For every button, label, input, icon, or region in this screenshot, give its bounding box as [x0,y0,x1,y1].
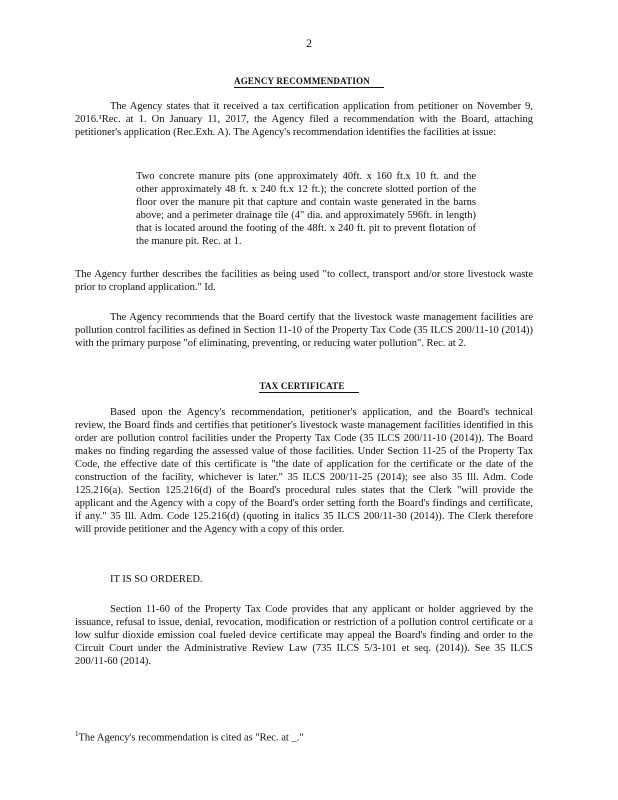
block-quote-facilities: Two concrete manure pits (one approximately 40ft. x 160 ft.x 10 ft. and the other approximately 48 ft. x 240 ft.x 12 ft.); the concrete slotted portion of the floor over the manure pit that capture and contain waste generated in the barns above; and a perimeter drainage tile (4" dia. and approximately 596ft. in length) that is located around the footing of the 48ft. x 240 ft. pit to prevent flotation of the manure pit. Rec. at 1. [136,171,476,247]
heading-tax-text: TAX CERTIFICATE [259,381,358,393]
footnote-text: The Agency's recommendation is cited as "Rec. at _." [78,732,304,744]
page-number: 2 [306,36,312,50]
footnote-marker: 1 [75,730,79,738]
paragraph-appeal-rights: Section 11-60 of the Property Tax Code provides that any applicant or holder aggrieved by the issuance, refusal to issue, denial, revocation, modification or restriction of a pollution control certificate or a low sulfur dioxide emission coal fueled device certificate may appeal the Board's finding and order to the Circuit Court under the Administrative Review Law (735 ILCS 5/3-101 et seq. (2014)). See 35 ILCS 200/11-60 (2014). [75,604,533,667]
paragraph-agency-received: The Agency states that it received a tax certification application from petitioner on November 9, 2016.¹Rec. at 1. On January 11, 2017, the Agency filed a recommendation with the Board, attaching petitioner's application (Rec.Exh. A). The Agency's recommendation identifies the facilities at issue: [75,101,533,138]
paragraph-agency-recommends: The Agency recommends that the Board certify that the livestock waste management facilities are pollution control facilities as defined in Section 11-10 of the Property Tax Code (35 ILCS 200/11-10 (2014)) with the primary purpose "of eliminating, preventing, or reducing water pollution". Rec. at 2. [75,312,533,349]
so-ordered: IT IS SO ORDERED. [110,574,203,585]
heading-tax-certificate [0,381,618,391]
paragraph-agency-describes: The Agency further describes the facilities as being used "to collect, transport and/or store livestock waste prior to cropland application." Id. [75,269,533,293]
paragraph-board-certifies: Based upon the Agency's recommendation, petitioner's application, and the Board's technical review, the Board finds and certifies that petitioner's livestock waste management facilities identified in this order are pollution control facilities under the Property Tax Code (35 ILCS 200/11-10 (2014)). The Board makes no finding regarding the assessed value of those facilities. Under Section 11-25 of the Property Tax Code, the effective date of this certificate is "the date of application for the certificate or the date of the construction of the facility, whichever is later." 35 ILCS 200/11-25 (2014); see also 35 Ill. Adm. Code 125.216(a). Section 125.216(d) of the Board's procedural rules states that the Clerk "will provide the applicant and the Agency with a copy of the Board's order setting forth the Board's findings and certificate, if any." 35 Ill. Adm. Code 125.216(d) (quoting in italics 35 ILCS 200/11-30 (2014)). The Clerk therefore will provide petitioner and the Agency with a copy of this order. [75,407,533,535]
heading-agency-text: AGENCY RECOMMENDATION [234,76,384,88]
heading-agency-recommendation [0,76,618,86]
footnote [75,730,304,744]
